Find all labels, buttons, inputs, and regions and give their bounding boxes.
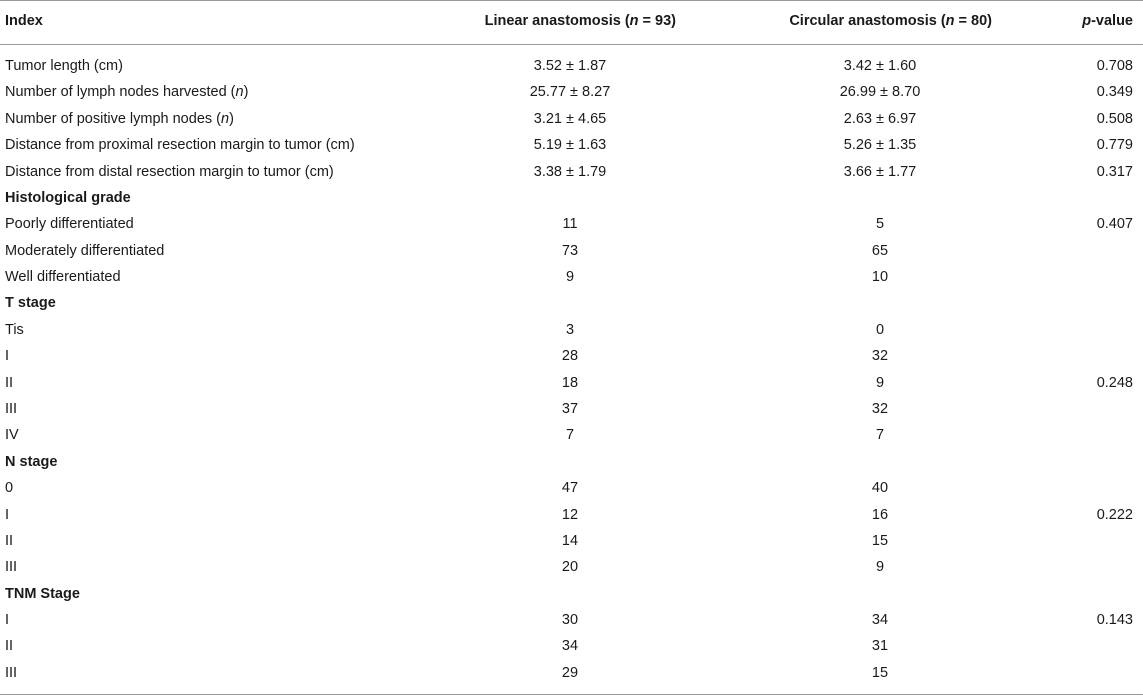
cell-circular: 3.42 ± 1.60: [843, 58, 917, 74]
cell-p-value: 0.349: [1096, 84, 1133, 101]
cell-index-suffix: ): [243, 84, 249, 101]
cell-linear: 28: [561, 348, 579, 365]
table-row: [0, 343, 1143, 369]
section-title: Histological grade: [5, 189, 131, 206]
header-index: Index: [5, 13, 43, 29]
section-title: TNM Stage: [5, 585, 80, 602]
cell-index: II: [5, 532, 14, 549]
table-row: [0, 502, 1143, 528]
header-rule: [0, 44, 1143, 45]
header-p-value: [1030, 8, 1133, 34]
cell-p-value: 0.407: [1096, 216, 1133, 233]
table-row: [0, 106, 1143, 132]
header-p-italic: p: [1082, 13, 1092, 29]
cell-index-prefix: Number of positive lymph nodes (: [5, 110, 221, 127]
cell-circular: 0: [875, 321, 885, 338]
cell-circular: 15: [871, 664, 889, 681]
cell-index: I: [5, 506, 10, 523]
section-row: [0, 185, 1143, 211]
section-row: [0, 581, 1143, 607]
header-circular-prefix: Circular anastomosis (: [789, 13, 946, 29]
cell-linear: 3: [565, 321, 575, 338]
cell-p-value: 0.779: [1096, 137, 1133, 154]
cell-index: Tis: [5, 321, 24, 338]
cell-linear: 14: [561, 532, 579, 549]
table-row: [0, 317, 1143, 343]
table-row: [0, 422, 1143, 448]
cell-circular: 7: [875, 427, 885, 444]
cell-index: [5, 79, 465, 105]
cell-linear: 5.19 ± 1.63: [533, 137, 607, 154]
section-row: [0, 290, 1143, 316]
cell-index: Well differentiated: [5, 269, 121, 285]
table-row: [0, 238, 1143, 264]
cell-circular: 3.66 ± 1.77: [843, 163, 917, 180]
cell-linear: 11: [562, 216, 578, 233]
cell-p-value: [1030, 396, 1133, 422]
table-row: [0, 211, 1143, 237]
bottom-rule: [0, 694, 1143, 695]
table-row: [0, 554, 1143, 580]
cell-linear: 73: [561, 242, 579, 259]
cell-circular: 9: [875, 559, 885, 576]
section-title: T stage: [5, 295, 56, 312]
cell-p-value: [1030, 633, 1133, 659]
cell-linear: 12: [561, 506, 579, 523]
header-circular: [768, 8, 992, 34]
cell-p-value: [1030, 475, 1133, 501]
cell-linear: 37: [561, 400, 579, 417]
cell-p-value: 0.222: [1096, 506, 1133, 523]
table-row: [0, 370, 1143, 396]
cell-index: Distance from distal resection margin to tumor (cm): [5, 163, 334, 180]
cell-linear: 3.52 ± 1.87: [533, 58, 607, 74]
top-rule: [0, 0, 1143, 1]
table-row: [0, 660, 1143, 686]
cell-index: Tumor length (cm): [5, 58, 123, 74]
header-linear-suffix: = 93): [638, 13, 676, 29]
cell-p-value: [1030, 422, 1133, 448]
cell-p-value: [1030, 554, 1133, 580]
cell-index: Distance from proximal resection margin to tumor (cm): [5, 137, 355, 154]
cell-linear: 30: [561, 612, 579, 628]
header-linear-n: n: [629, 13, 639, 29]
cell-index: Moderately differentiated: [5, 242, 165, 259]
header-circular-n: n: [945, 13, 955, 29]
cell-p-value: 0.143: [1096, 612, 1133, 628]
cell-index-prefix: Number of lymph nodes harvested (: [5, 84, 236, 101]
cell-index-italic: n: [235, 84, 244, 101]
header-row: [0, 8, 1143, 34]
cell-linear: 29: [561, 664, 579, 681]
cell-circular: 40: [871, 480, 889, 497]
cell-p-value: [1030, 238, 1133, 264]
cell-p-value: [1030, 660, 1133, 686]
cell-circular: 31: [871, 638, 889, 655]
table-row: [0, 264, 1143, 290]
cell-linear: 47: [561, 480, 579, 497]
table-row: [0, 396, 1143, 422]
cell-index: III: [5, 400, 18, 417]
table-row: [0, 79, 1143, 105]
cell-p-value: 0.708: [1096, 58, 1133, 74]
cell-circular: 32: [871, 348, 889, 365]
cell-p-value: 0.317: [1096, 163, 1133, 180]
cell-circular: 2.63 ± 6.97: [843, 110, 917, 127]
cell-circular: 34: [871, 612, 889, 628]
cell-circular: 16: [871, 506, 889, 523]
cell-index-italic: n: [221, 110, 230, 127]
header-circular-suffix: = 80): [954, 13, 992, 29]
cell-linear: 3.21 ± 4.65: [533, 110, 607, 127]
cell-circular: 5: [875, 216, 885, 233]
table-row: [0, 528, 1143, 554]
cell-index: Poorly differentiated: [5, 216, 134, 233]
cell-p-value: 0.508: [1096, 110, 1133, 127]
cell-linear: 25.77 ± 8.27: [529, 84, 611, 101]
cell-circular: 32: [871, 400, 889, 417]
cell-circular: 10: [871, 269, 889, 285]
cell-linear: 9: [565, 269, 575, 285]
cell-p-value: [1030, 317, 1133, 343]
cell-circular: 5.26 ± 1.35: [843, 137, 917, 154]
header-linear: [464, 8, 676, 34]
header-p-suffix: -value: [1091, 13, 1133, 29]
cell-p-value: [1030, 528, 1133, 554]
table-row: [0, 132, 1143, 158]
cell-index: III: [5, 559, 18, 576]
cell-p-value: [1030, 343, 1133, 369]
cell-circular: 65: [871, 242, 889, 259]
cell-index: I: [5, 612, 10, 628]
cell-linear: 7: [565, 427, 575, 444]
cell-linear: 34: [561, 638, 579, 655]
cell-circular: 15: [871, 532, 889, 549]
cell-linear: 20: [561, 559, 579, 576]
cell-index: III: [5, 664, 18, 681]
table-row: [0, 159, 1143, 185]
cell-linear: 3.38 ± 1.79: [533, 163, 607, 180]
cell-circular: 9: [875, 374, 885, 391]
cell-circular: 26.99 ± 8.70: [839, 84, 921, 101]
cell-p-value: [1030, 264, 1133, 290]
table-row: [0, 53, 1143, 79]
cell-index: I: [5, 348, 10, 365]
cell-index: II: [5, 638, 14, 655]
cell-p-value: 0.248: [1096, 374, 1133, 391]
section-row: [0, 449, 1143, 475]
table-row: [0, 607, 1143, 633]
section-title: N stage: [5, 453, 58, 470]
header-linear-prefix: Linear anastomosis (: [484, 13, 630, 29]
cell-index: II: [5, 374, 14, 391]
table-row: [0, 475, 1143, 501]
cell-index: 0: [5, 480, 14, 497]
cell-index: IV: [5, 427, 19, 444]
cell-index-suffix: ): [229, 110, 234, 127]
table-row: [0, 633, 1143, 659]
cell-index: [5, 106, 465, 132]
cell-linear: 18: [561, 374, 579, 391]
